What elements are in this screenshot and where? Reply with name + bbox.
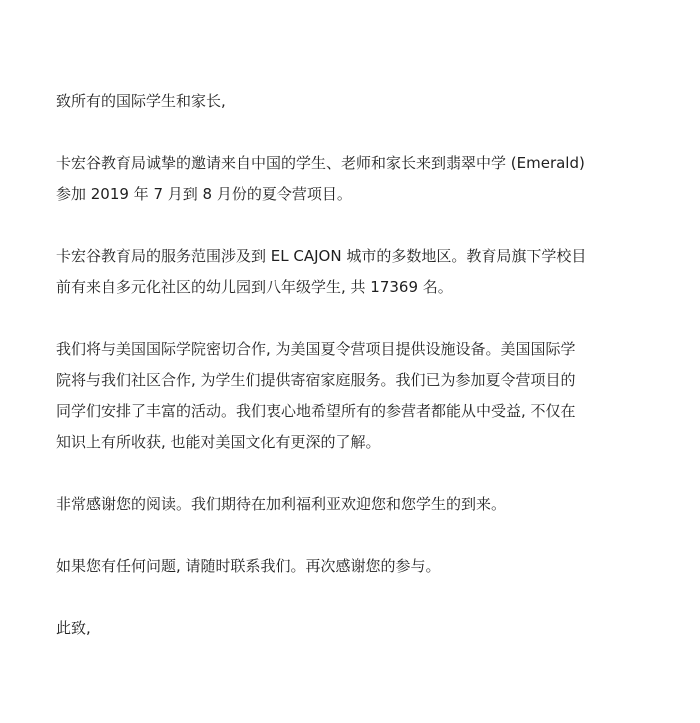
paragraph-line: 非常感谢您的阅读。我们期待在加利福利亚欢迎您和您学生的到来。	[56, 495, 507, 513]
closing-text: 此致,	[56, 619, 91, 637]
salutation-text: 致所有的国际学生和家长,	[56, 92, 226, 110]
paragraph-line: 卡宏谷教育局的服务范围涉及到 EL CAJON 城市的多数地区。教育局旗下学校目	[56, 247, 587, 265]
salutation	[56, 86, 656, 117]
paragraph-line: 我们将与美国国际学院密切合作, 为美国夏令营项目提供设施设备。美国国际学	[56, 340, 576, 358]
letter-body	[56, 86, 656, 675]
paragraph-service-area	[56, 241, 656, 303]
paragraph-line: 知识上有所收获, 也能对美国文化有更深的了解。	[56, 433, 381, 451]
paragraph-thanks	[56, 489, 656, 520]
paragraph-line: 前有来自多元化社区的幼儿园到八年级学生, 共 17369 名。	[56, 278, 453, 296]
paragraph-invitation	[56, 148, 656, 210]
paragraph-line: 参加 2019 年 7 月到 8 月份的夏令营项目。	[56, 185, 352, 203]
paragraph-line: 同学们安排了丰富的活动。我们衷心地希望所有的参营者都能从中受益, 不仅在	[56, 402, 576, 420]
paragraph-line: 如果您有任何问题, 请随时联系我们。再次感谢您的参与。	[56, 557, 441, 575]
paragraph-contact	[56, 551, 656, 582]
paragraph-line: 院将与我们社区合作, 为学生们提供寄宿家庭服务。我们已为参加夏令营项目的	[56, 371, 576, 389]
paragraph-line: 卡宏谷教育局诚挚的邀请来自中国的学生、老师和家长来到翡翠中学 (Emerald)	[56, 154, 585, 172]
closing	[56, 613, 656, 644]
paragraph-cooperation	[56, 334, 656, 458]
